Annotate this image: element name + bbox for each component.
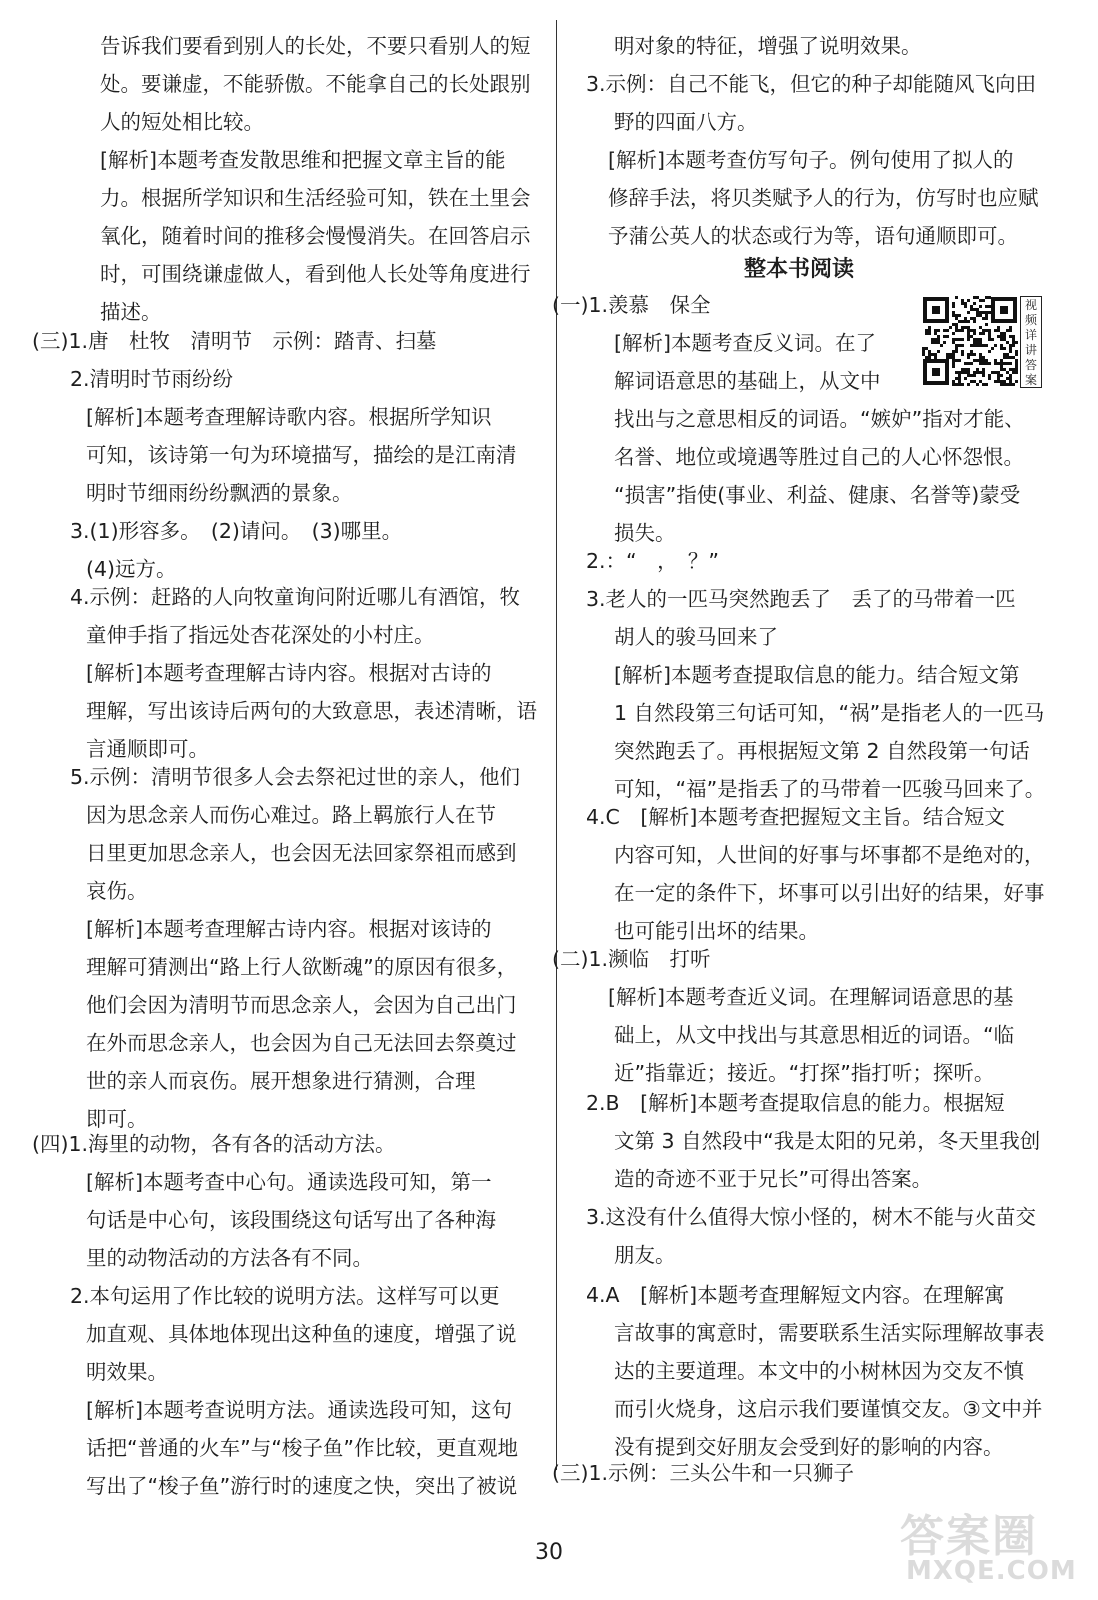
left-line-5: 力。根据所学知识和生活经验可知，铁在土里会 [100, 186, 531, 210]
right-line-12: 名誉、地位或境遇等胜过自己的人心怀怨恨。 [614, 445, 1024, 469]
right-line-26: (二)1.濒临 打听 [552, 947, 711, 971]
left-line-17: 童伸手指了指远处杏花深处的小村庄。 [86, 623, 435, 647]
right-line-28: 础上，从文中找出与其意思相近的词语。“临 [614, 1023, 1015, 1047]
left-line-37: 明效果。 [86, 1360, 168, 1384]
right-line-23: 内容可知，人世间的好事与坏事都不是绝对的， [614, 843, 1045, 867]
right-line-1: 明对象的特征，增强了说明效果。 [614, 34, 922, 58]
right-line-11: 找出与之意思相反的词语。“嫉妒”指对才能、 [614, 407, 1025, 431]
right-line-31: 文第 3 自然段中“我是太阳的兄弟，冬天里我创 [614, 1129, 1041, 1153]
left-line-24: 哀伤。 [86, 879, 148, 903]
right-line-5: 修辞手法，将贝类赋予人的行为，仿写时也应赋 [608, 186, 1039, 210]
column-divider [556, 20, 557, 1470]
right-line-18: [解析]本题考查提取信息的能力。结合短文第 [614, 663, 1020, 687]
right-line-2: 3.示例：自己不能飞，但它的种子却能随风飞向田 [586, 72, 1037, 96]
right-line-8: (一)1.羡慕 保全 [552, 293, 711, 317]
right-line-40: (三)1.示例：三头公牛和一只狮子 [552, 1461, 855, 1485]
left-line-16: 4.示例：赶路的人向牧童询问附近哪儿有酒馆，牧 [70, 585, 521, 609]
right-line-32: 造的奇迹不亚于兄长”可得出答案。 [614, 1167, 933, 1191]
left-line-2: 处。要谦虚，不能骄傲。不能拿自己的长处跟别 [100, 72, 531, 96]
left-line-9: (三)1.唐 杜牧 清明节 示例：踏青、扫墓 [32, 329, 437, 353]
right-line-29: 近”指靠近；接近。“打探”指打听；探听。 [614, 1061, 995, 1085]
left-line-31: (四)1.海里的动物，各有各的活动方法。 [32, 1132, 396, 1156]
left-line-7: 时，可围绕谦虚做人，看到他人长处等角度进行 [100, 262, 531, 286]
left-line-10: 2.清明时节雨纷纷 [70, 367, 234, 391]
left-line-29: 世的亲人而哀伤。展开想象进行猜测，合理 [86, 1069, 476, 1093]
left-line-40: 写出了“梭子鱼”游行时的速度之快，突出了被说 [86, 1474, 518, 1498]
left-line-22: 因为思念亲人而伤心难过。路上羁旅行人在节 [86, 803, 496, 827]
right-line-10: 解词语意思的基础上，从文中 [614, 369, 881, 393]
left-line-20: 言通顺即可。 [86, 737, 209, 761]
left-line-8: 描述。 [100, 300, 162, 324]
right-line-25: 也可能引出坏的结果。 [614, 919, 819, 943]
right-line-33: 3.这没有什么值得大惊小怪的，树木不能与火苗交 [586, 1205, 1037, 1229]
right-line-34: 朋友。 [614, 1243, 676, 1267]
right-line-30: 2.B [解析]本题考查提取信息的能力。根据短 [586, 1091, 1005, 1115]
left-line-30: 即可。 [86, 1107, 148, 1131]
right-line-16: 3.老人的一匹马突然跑丢了 丢了的马带着一匹 [586, 587, 1016, 611]
left-line-39: 话把“普通的火车”与“梭子鱼”作比较，更直观地 [86, 1436, 518, 1460]
left-line-3: 人的短处相比较。 [100, 110, 264, 134]
right-line-19: 1 自然段第三句话可知，“祸”是指老人的一匹马 [614, 701, 1045, 725]
qr-code-icon[interactable] [922, 296, 1018, 386]
right-line-24: 在一定的条件下，坏事可以引出好的结果，好事 [614, 881, 1045, 905]
left-line-36: 加直观、具体地体现出这种鱼的速度，增强了说 [86, 1322, 517, 1346]
page-number: 30 [535, 1540, 563, 1565]
right-line-37: 达的主要道理。本文中的小树林因为交友不慎 [614, 1359, 1024, 1383]
right-line-21: 可知，“福”是指丢了的马带着一匹骏马回来了。 [614, 777, 1046, 801]
section-title: 整本书阅读 [744, 257, 855, 282]
left-line-32: [解析]本题考查中心句。通读选段可知，第一 [86, 1170, 492, 1194]
right-line-13: “损害”指使(事业、利益、健康、名誉等)蒙受 [614, 483, 1021, 507]
left-line-28: 在外而思念亲人，也会因为自己无法回去祭奠过 [86, 1031, 517, 1055]
right-line-35: 4.A [解析]本题考查理解短文内容。在理解寓 [586, 1283, 1005, 1307]
qr-video-label: 视频详讲答案 [1020, 296, 1042, 388]
right-line-20: 突然跑丢了。再根据短文第 2 自然段第一句话 [614, 739, 1030, 763]
right-line-17: 胡人的骏马回来了 [614, 625, 778, 649]
left-line-34: 里的动物活动的方法各有不同。 [86, 1246, 373, 1270]
right-line-4: [解析]本题考查仿写句子。例句使用了拟人的 [608, 148, 1014, 172]
left-line-38: [解析]本题考查说明方法。通读选段可知，这句 [86, 1398, 512, 1422]
right-line-27: [解析]本题考查近义词。在理解词语意思的基 [608, 985, 1014, 1009]
right-line-22: 4.C [解析]本题考查把握短文主旨。结合短文 [586, 805, 1005, 829]
left-line-33: 句话是中心句，该段围绕这句话写出了各种海 [86, 1208, 496, 1232]
right-line-39: 没有提到交好朋友会受到好的影响的内容。 [614, 1435, 1004, 1459]
left-line-27: 他们会因为清明节而思念亲人，会因为自己出门 [86, 993, 517, 1017]
left-line-4: [解析]本题考查发散思维和把握文章主旨的能 [100, 148, 506, 172]
left-line-19: 理解，写出该诗后两句的大致意思，表述清晰，语 [86, 699, 537, 723]
left-line-6: 氧化，随着时间的推移会慢慢消失。在回答启示 [100, 224, 531, 248]
left-line-23: 日里更加思念亲人，也会因无法回家祭祖而感到 [86, 841, 517, 865]
watermark-main: 答案圈 [900, 1511, 1038, 1562]
right-line-3: 野的四面八方。 [614, 110, 758, 134]
right-line-6: 予蒲公英人的状态或行为等，语句通顺即可。 [608, 224, 1018, 248]
left-line-25: [解析]本题考查理解古诗内容。根据对该诗的 [86, 917, 492, 941]
left-line-26: 理解可猜测出“路上行人欲断魂”的原因有很多， [86, 955, 518, 979]
right-line-15: 2.：“ ， ？” [586, 549, 720, 573]
watermark-logo [900, 1500, 1080, 1590]
left-line-21: 5.示例：清明节很多人会去祭祀过世的亲人，他们 [70, 765, 521, 789]
left-line-15: (4)远方。 [86, 557, 177, 581]
left-line-35: 2.本句运用了作比较的说明方法。这样写可以更 [70, 1284, 500, 1308]
right-line-14: 损失。 [614, 521, 676, 545]
left-line-14: 3.(1)形容多。 (2)请问。 (3)哪里。 [70, 519, 403, 543]
left-line-12: 可知，该诗第一句为环境描写，描绘的是江南清 [86, 443, 517, 467]
right-line-36: 言故事的寓意时，需要联系生活实际理解故事表 [614, 1321, 1045, 1345]
left-line-1: 告诉我们要看到别人的长处，不要只看别人的短 [100, 34, 531, 58]
watermark-sub: MXQE.COM [906, 1556, 1077, 1586]
right-line-38: 而引火烧身，这启示我们要谨慎交友。③文中并 [614, 1397, 1043, 1421]
right-line-9: [解析]本题考查反义词。在了 [614, 331, 876, 355]
left-line-13: 明时节细雨纷纷飘洒的景象。 [86, 481, 353, 505]
left-line-11: [解析]本题考查理解诗歌内容。根据所学知识 [86, 405, 492, 429]
left-line-18: [解析]本题考查理解古诗内容。根据对古诗的 [86, 661, 492, 685]
